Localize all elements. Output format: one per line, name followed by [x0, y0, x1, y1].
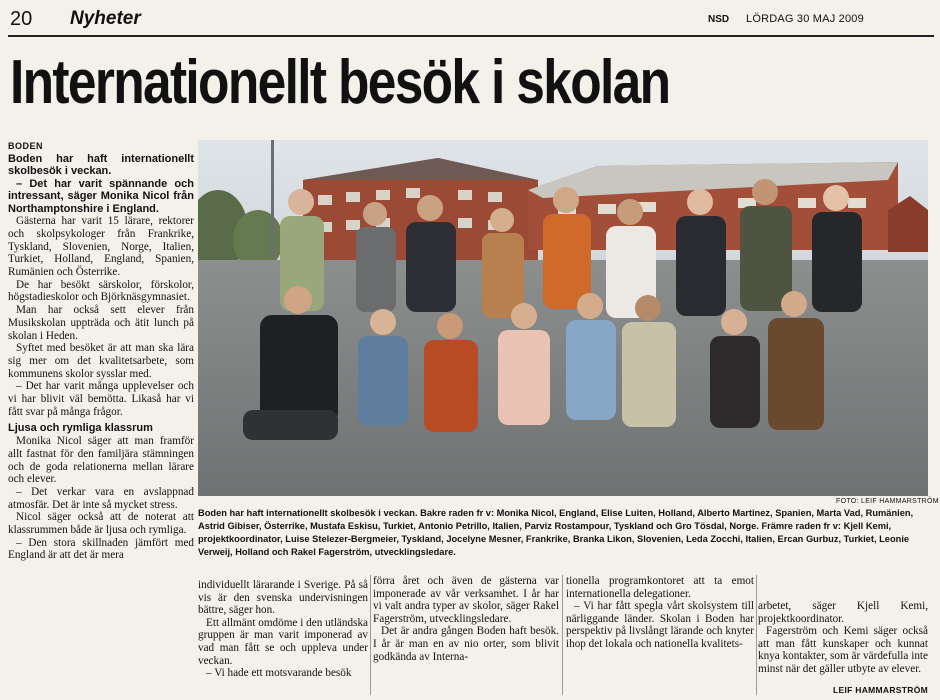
body-paragraph: – Det verkar vara en avslappnad atmosfär. Det är inte så mycket stress. [8, 485, 194, 511]
body-paragraph: Ett allmänt omdöme i den utländska gruppen är man varit imponerad av vad man fått se och uppleva under veckan. [198, 616, 368, 667]
body-paragraph: – Vi hade ett motsvarande besök [206, 667, 352, 680]
issue-date: LÖRDAG 30 MAJ 2009 [746, 13, 864, 25]
lead-text: Boden har haft internationellt skolbesök i veckan. [8, 152, 194, 178]
body-paragraph: individuellt lärarande i Sverige. På så vis är den svenska undervisningen bättre, säger hon. [198, 579, 368, 617]
column-divider [562, 575, 563, 695]
header-rule [8, 35, 934, 37]
body-paragraph: tionella programkontoret att ta emot internationella delegationer. [566, 575, 754, 600]
body-paragraph: Nicol säger också att de noterat att klassrummen både är ljusa och rymliga. [8, 511, 194, 537]
photo-credit: FOTO: LEIF HAMMARSTRÖM [836, 498, 939, 505]
body-paragraph: – Vi har fått spegla vårt skolsystem till närliggande länder. Skolan i Boden har perspektiv på livslångt lärande och knyter ihop det lokala och nationella kvalitets- [566, 600, 754, 650]
headline: Internationellt besök i skolan [10, 48, 670, 117]
body-paragraph: De har besökt särskolor, förskolor, högstadieskolor och Björknäsgymnasiet. [8, 278, 194, 304]
body-paragraph: – Det har varit många upplevelser och vi har blivit väl bemötta. Likaså har vi fått svar på många frågor. [8, 380, 194, 418]
body-paragraph: Man har också sett elever från Musikskolan uppträda och ätit lunch på skolan i Heden. [8, 304, 194, 342]
subheading: Ljusa och rymliga klassrum [8, 422, 153, 435]
body-column-1 [198, 579, 368, 680]
lead-quote: – Det har varit spännande och intressant, säger Monika Nicol från Northamptonshire i England. [8, 177, 194, 215]
column-divider [756, 575, 757, 695]
body-paragraph: Gästerna har varit 15 lärare, rektorer och skolpsykologer från Frankrike, Tyskland, Slovenien, Norge, Italien, Turkiet, Holland, England, Spanien, Rumänien och Österrike. [8, 215, 194, 279]
section-label: Nyheter [70, 8, 141, 29]
body-paragraph: förra året och även de gästerna var imponerade av vår verksamhet. I år har vi valt andra typer av skolor, säger Rakel Fagerström, utvecklingsledare. [373, 575, 559, 625]
body-paragraph: Det är andra gången Boden haft besök. I år är man en av nio orter, som blivit godkända av Interna- [373, 625, 559, 663]
dateline: BODEN [8, 141, 44, 151]
byline: LEIF HAMMARSTRÖM [833, 684, 928, 695]
photo-caption: Boden har haft internationellt skolbesök i veckan. Bakre raden fr v: Monika Nicol, England, Elise Luiten, Holland, Alberto Martinez, Spanien, Marta Vad, Rumänien, Astrid Gibiser, Österrike, Mustafa Eskisu, Turkiet, Antonio Petrillo, Italien, Parviz Rostampour, Tyskland och Gro Tösdal, Norge. Främre raden fr v: Kjell Kemi, projektkoordinator, Luise Stelezer-Bergmeier, Tyskland, Jocelyne Mesner, Frankrike, Branka Likon, Slovenien, Leda Zocchi, Italien, Ercan Gurbuz, Turkiet, Leonie Verweij, Holland och Rakel Fagerström, utvecklingsledare. [198, 508, 914, 557]
body-column-4 [758, 600, 928, 696]
column-divider [370, 575, 371, 695]
page-number: 20 [10, 8, 33, 30]
paper-name: NSD [708, 14, 730, 25]
left-column [8, 140, 194, 562]
body-paragraph: arbetet, säger Kjell Kemi, projektkoordinator. [758, 600, 928, 625]
body-paragraph: – Den stora skillnaden jämfört med England är att det är mera [8, 536, 194, 562]
body-paragraph: Syftet med besöket är att man ska lära sig mer om det kvalitetsarbete, som kommunens skolor sysslar med. [8, 342, 194, 380]
body-column-2 [373, 575, 559, 663]
body-paragraph: Fagerström och Kemi säger också att man fått kunskaper och kunnat knya kontakter, som är värdefulla inte minst när det gäller utbyte av elever. [758, 625, 928, 675]
group-photo [198, 140, 928, 496]
body-paragraph: Monika Nicol säger att man framför allt fastnat för den familjära stämningen och de goda relationerna mellan lärare och elever. [8, 435, 194, 486]
body-column-3 [566, 575, 754, 651]
